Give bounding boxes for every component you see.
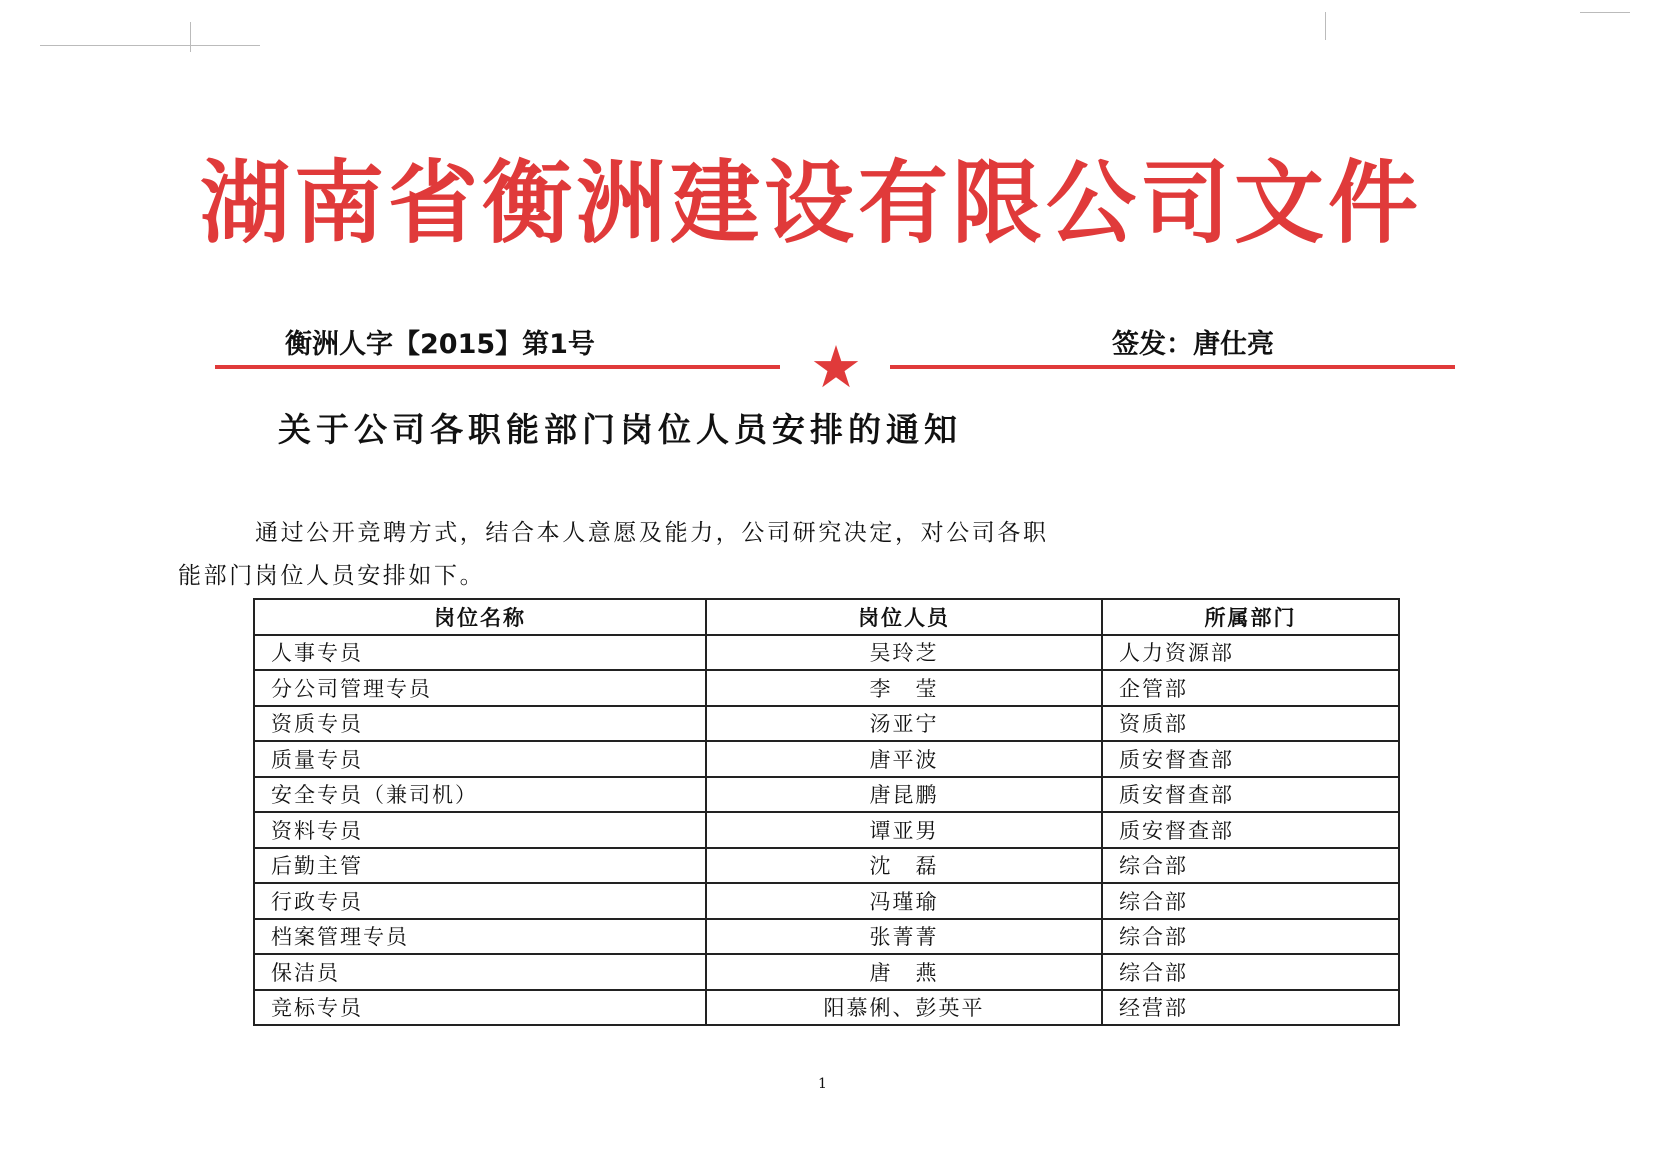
staff-cell: 冯瑾瑜 [706, 883, 1102, 919]
position-cell: 分公司管理专员 [254, 670, 706, 706]
table-row [254, 990, 1399, 1026]
position-cell: 资质专员 [254, 706, 706, 742]
header-rule-right [890, 365, 1455, 369]
staff-cell: 张菁菁 [706, 919, 1102, 955]
position-cell: 保洁员 [254, 954, 706, 990]
scan-artifact [40, 45, 260, 46]
column-header-position: 岗位名称 [254, 599, 706, 635]
table-row [254, 848, 1399, 884]
staff-cell: 汤亚宁 [706, 706, 1102, 742]
scan-artifact [1580, 12, 1630, 13]
position-cell: 安全专员（兼司机） [254, 777, 706, 813]
table-row [254, 706, 1399, 742]
department-cell: 质安督查部 [1102, 777, 1399, 813]
staff-cell: 谭亚男 [706, 812, 1102, 848]
department-cell: 综合部 [1102, 919, 1399, 955]
table-row [254, 741, 1399, 777]
intro-paragraph [178, 512, 1478, 598]
staff-cell: 唐 燕 [706, 954, 1102, 990]
page-number: 1 [818, 1076, 827, 1092]
star-icon: ★ [810, 333, 862, 401]
intro-line: 通过公开竞聘方式，结合本人意愿及能力，公司研究决定，对公司各职 [255, 520, 1049, 546]
department-cell: 综合部 [1102, 954, 1399, 990]
intro-line: 能部门岗位人员安排如下。 [178, 563, 486, 589]
staff-cell: 阳慕俐、彭英平 [706, 990, 1102, 1026]
department-cell: 质安督查部 [1102, 741, 1399, 777]
table-row [254, 883, 1399, 919]
column-header-staff: 岗位人员 [706, 599, 1102, 635]
staff-cell: 唐昆鹏 [706, 777, 1102, 813]
table-row [254, 954, 1399, 990]
table-header-row [254, 599, 1399, 635]
department-cell: 资质部 [1102, 706, 1399, 742]
table-row [254, 635, 1399, 671]
position-cell: 资料专员 [254, 812, 706, 848]
table-row [254, 777, 1399, 813]
position-cell: 人事专员 [254, 635, 706, 671]
scan-artifact [190, 22, 191, 52]
department-cell: 质安督查部 [1102, 812, 1399, 848]
scan-artifact [1325, 12, 1326, 40]
position-cell: 质量专员 [254, 741, 706, 777]
document-number: 衡洲人字【2015】第1号 [285, 329, 595, 360]
position-cell: 档案管理专员 [254, 919, 706, 955]
staff-cell: 唐平波 [706, 741, 1102, 777]
org-document-title: 湖南省衡洲建设有限公司文件 [200, 151, 1422, 256]
department-cell: 企管部 [1102, 670, 1399, 706]
staff-table [253, 598, 1400, 1026]
header-rule-left [215, 365, 780, 369]
staff-cell: 吴玲芝 [706, 635, 1102, 671]
signer: 签发：唐仕亮 [1112, 329, 1274, 360]
department-cell: 综合部 [1102, 883, 1399, 919]
department-cell: 经营部 [1102, 990, 1399, 1026]
table-row [254, 670, 1399, 706]
department-cell: 人力资源部 [1102, 635, 1399, 671]
position-cell: 后勤主管 [254, 848, 706, 884]
notice-title: 关于公司各职能部门岗位人员安排的通知 [278, 410, 962, 449]
table-row [254, 919, 1399, 955]
staff-cell: 李 莹 [706, 670, 1102, 706]
position-cell: 行政专员 [254, 883, 706, 919]
table-row [254, 812, 1399, 848]
department-cell: 综合部 [1102, 848, 1399, 884]
column-header-department: 所属部门 [1102, 599, 1399, 635]
staff-cell: 沈 磊 [706, 848, 1102, 884]
position-cell: 竞标专员 [254, 990, 706, 1026]
